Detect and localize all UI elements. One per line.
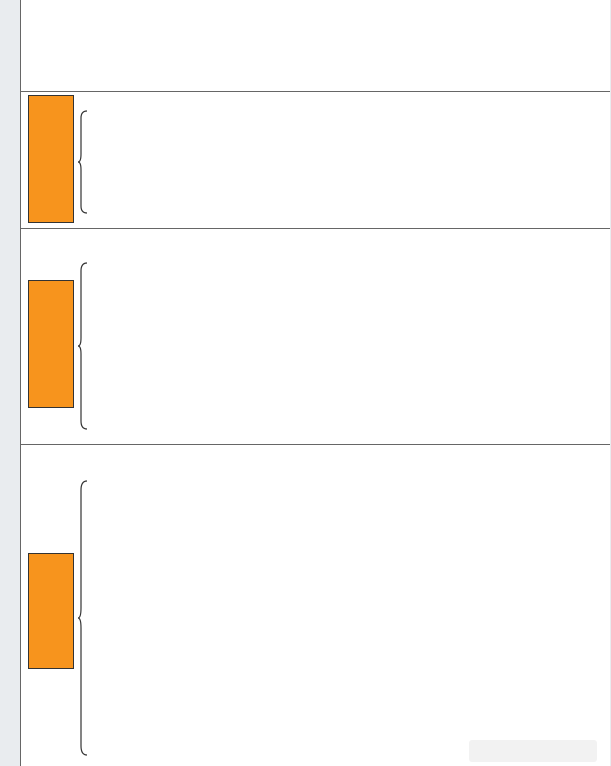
- watermark-overlay: [469, 740, 597, 762]
- contractions-panel: [20, 445, 610, 766]
- past-perfect-tag: [28, 95, 74, 223]
- past-perfect-panel: [20, 92, 610, 228]
- passive-voice-panel: [20, 229, 610, 444]
- left-border: [20, 0, 21, 766]
- divider: [20, 444, 610, 445]
- divider: [20, 91, 610, 92]
- brace-icon: [78, 480, 88, 756]
- brace-icon: [78, 262, 88, 430]
- divider: [20, 228, 610, 229]
- brace-icon: [78, 110, 88, 214]
- passive-voice-tag: [28, 280, 74, 408]
- contractions-tag: [28, 553, 74, 669]
- top-panel: [20, 0, 610, 91]
